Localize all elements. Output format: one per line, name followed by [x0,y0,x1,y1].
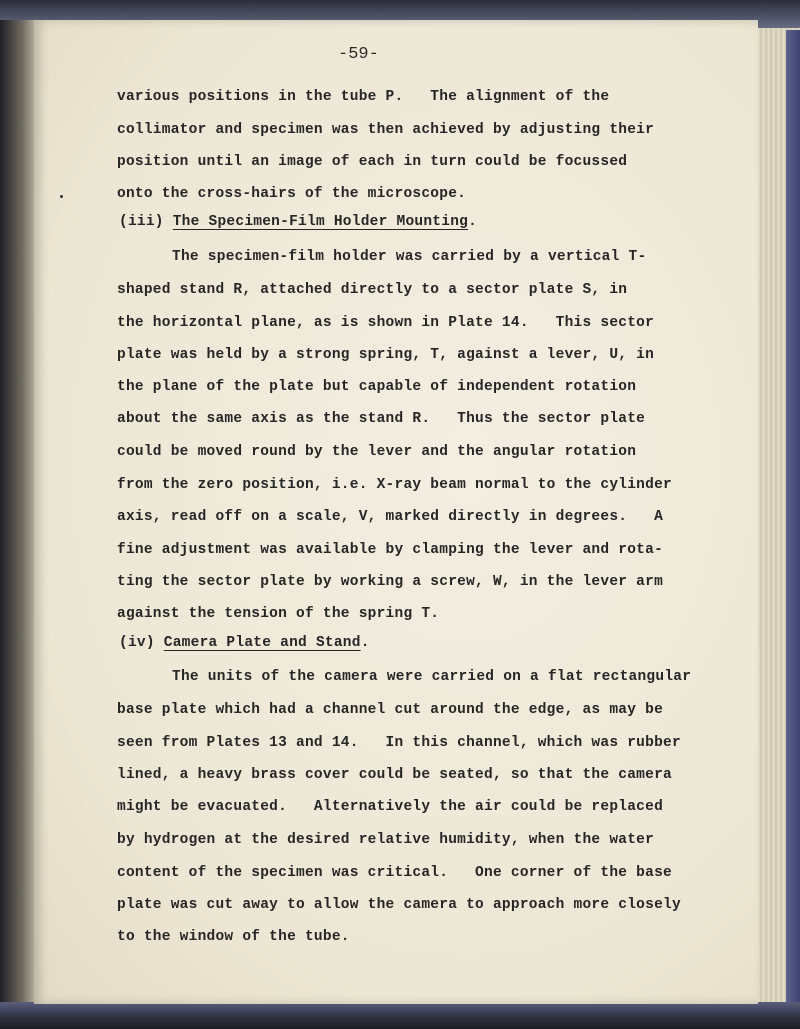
section-title-end: . [468,214,478,230]
section-numeral: (iii) [119,214,164,230]
text-line: from the zero position, i.e. X-ray beam normal to the cylinder [117,477,672,493]
book-cover-bottom [0,1002,800,1029]
section-title: The Specimen-Film Holder Mounting [172,214,469,230]
text-line: fine adjustment was available by clamping the lever and rota- [117,542,664,558]
text-line: The units of the camera were carried on a flat rectangular [172,669,692,685]
text-line: could be moved round by the lever and the angular rotation [117,444,637,460]
text-line: plate was cut away to allow the camera to approach more closely [117,897,681,913]
text-line: lined, a heavy brass cover could be seated, so that the camera [117,767,672,783]
text-line: the plane of the plate but capable of independent rotation [117,379,637,395]
text-line: against the tension of the spring T. [117,606,440,622]
text-line: The specimen-film holder was carried by a vertical T- [172,249,647,265]
text-line: shaped stand R, attached directly to a sector plate S, in [117,282,628,298]
text-line: the horizontal plane, as is shown in Plate 14. This sector [117,315,655,331]
section-title-end: . [360,635,370,651]
ink-speck [60,195,63,198]
text-line: by hydrogen at the desired relative humidity, when the water [117,832,655,848]
text-line: ting the sector plate by working a screw, W, in the lever arm [117,574,664,590]
section-title: Camera Plate and Stand [163,635,361,651]
text-line: might be evacuated. Alternatively the air could be replaced [117,799,664,815]
text-line: plate was held by a strong spring, T, against a lever, U, in [117,347,655,363]
text-line: seen from Plates 13 and 14. In this channel, which was rubber [117,735,681,751]
text-line: position until an image of each in turn could be focussed [117,154,628,170]
section-heading-iv [119,634,370,652]
text-line: to the window of the tube. [117,929,350,945]
text-line: axis, read off on a scale, V, marked directly in degrees. A [117,509,664,525]
page-number: -59- [338,45,379,64]
text-line: about the same axis as the stand R. Thus the sector plate [117,411,646,427]
section-heading-iii [119,213,477,231]
text-line: onto the cross-hairs of the microscope. [117,186,467,202]
text-line: content of the specimen was critical. One corner of the base [117,865,672,881]
text-line: base plate which had a channel cut around the edge, as may be [117,702,664,718]
text-line: collimator and specimen was then achieved by adjusting their [117,122,655,138]
section-numeral: (iv) [119,635,155,651]
text-line: various positions in the tube P. The alignment of the [117,89,610,105]
book-cover-edge [786,30,800,1015]
